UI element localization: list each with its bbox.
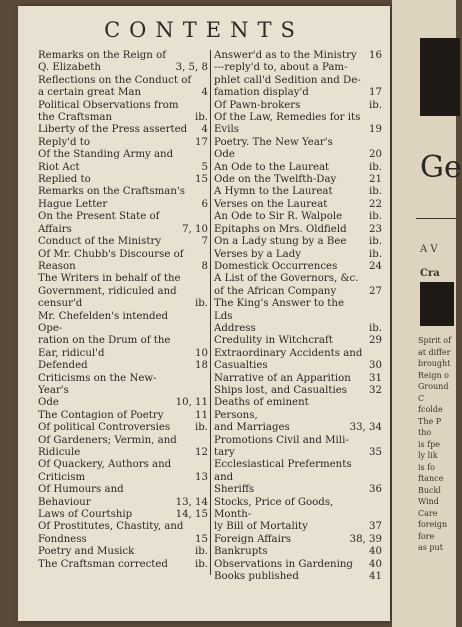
rule: [416, 218, 456, 219]
entry-title: Books published: [214, 571, 299, 583]
contents-entry: [214, 273, 382, 298]
entry-title: Laws of Courtship: [38, 509, 133, 521]
contents-entry: [214, 534, 382, 546]
entry-page: 24: [369, 260, 382, 272]
entry-page: 30: [369, 360, 382, 372]
entry-page: 18: [195, 360, 208, 372]
contents-entry: [214, 100, 382, 112]
entry-title: Epitaphs on Mrs. Oldfield: [214, 223, 347, 235]
entry-title: Ecclesiastical Preferments and Sheriffs: [214, 459, 352, 496]
entry-title: Of Prostitutes, Chastity, and Fondness: [38, 521, 184, 545]
adjacent-text-line: The P: [418, 416, 442, 426]
adjacent-text-line: Wind: [418, 497, 439, 506]
entry-title: Of political Controversies: [38, 422, 171, 434]
contents-entry: [214, 546, 382, 558]
contents-entry: [38, 211, 208, 236]
adjacent-text-line: Ground: [418, 382, 449, 391]
entry-title: On a Lady stung by a Bee: [214, 236, 347, 248]
entry-page: ib.: [368, 99, 382, 111]
entry-page: 29: [369, 335, 382, 347]
entry-title: Of Quackery, Authors and Criticism: [38, 459, 172, 483]
entry-page: 36: [369, 484, 382, 496]
entry-page: 10: [195, 347, 208, 359]
adjacent-text-line: foreign: [418, 520, 448, 529]
entry-title: Conduct of the Ministry: [38, 236, 162, 248]
entry-page: 7: [201, 236, 208, 248]
adjacent-title: Ge: [420, 150, 462, 185]
contents-entry: [38, 236, 208, 248]
adjacent-text-line: Spirit of: [418, 336, 452, 345]
entry-title: The Craftsman corrected: [38, 558, 168, 570]
contents-entry: [214, 435, 382, 460]
entry-title: Reflections on the Conduct of a certain great Man: [38, 74, 192, 99]
entry-title: Criticisms on the New-Year's Ode: [38, 372, 157, 409]
adjacent-text-line: fcolde: [418, 405, 443, 414]
entry-page: 31: [369, 372, 382, 384]
contents-entry: [38, 50, 208, 75]
contents-entry: [38, 149, 208, 174]
entry-page: 11: [195, 409, 208, 421]
contents-entry: [214, 373, 382, 385]
entry-page: 33, 34: [349, 422, 382, 434]
entry-page: 38, 39: [349, 533, 382, 545]
contents-entry: [38, 435, 208, 460]
entry-title: Credulity in Witchcraft: [214, 335, 333, 347]
entry-title: A Hymn to the Laureat: [214, 186, 333, 198]
entry-title: Bankrupts: [214, 546, 268, 558]
entry-title: Narrative of an Apparition: [214, 372, 351, 384]
contents-entry: [214, 62, 382, 99]
entry-page: 14, 15: [175, 509, 208, 521]
contents-entry: [214, 385, 382, 397]
entry-title: Of Humours and Behaviour: [38, 484, 124, 508]
entry-title: Remarks on the Craftsman's Hague Letter: [38, 186, 185, 210]
entry-title: Of Mr. Chubb's Discourse of Reason: [38, 248, 184, 272]
entry-page: ib.: [194, 422, 208, 434]
contents-entry: [38, 509, 208, 521]
contents-entry: [38, 559, 208, 571]
column-divider: [210, 50, 211, 575]
entry-page: 12: [195, 447, 208, 458]
entry-page: 21: [369, 174, 382, 186]
entry-title: Deaths of eminent Persons, and Marriages: [214, 397, 309, 434]
entry-title: Domestick Occurrences: [214, 260, 338, 272]
adjacent-text-line: Care: [418, 508, 438, 518]
entry-title: Ode on the Twelfth-Day: [214, 174, 337, 186]
adjacent-text-line: ly lik: [418, 451, 438, 460]
contents-entry: [214, 174, 382, 186]
entry-page: 41: [369, 571, 382, 583]
entry-page: 27: [369, 285, 382, 297]
contents-entry: [214, 459, 382, 496]
adjacent-page: [392, 0, 462, 627]
contents-entry: [38, 100, 208, 125]
entry-page: ib.: [368, 211, 382, 223]
contents-entry: [38, 521, 208, 546]
contents-entry: [38, 186, 208, 211]
adjacent-line-2: Cra: [420, 268, 440, 279]
entry-title: On the Present State of Affairs: [38, 211, 160, 235]
contents-entry: [214, 261, 382, 273]
drop-cap-ornament: [420, 282, 454, 326]
entry-title: Replied to: [38, 174, 91, 186]
entry-page: 3, 5, 8: [175, 62, 208, 74]
adjacent-text-line: ftance: [418, 474, 444, 483]
contents-entry: [214, 335, 382, 347]
entry-page: 40: [369, 546, 382, 558]
contents-entry: [214, 571, 382, 583]
entry-page: 6: [201, 198, 208, 210]
entry-title: Answer'd as to the Ministry: [214, 50, 357, 61]
entry-title: Of Pawn-brokers: [214, 99, 301, 111]
entry-title: Stocks, Price of Goods, Month- ly Bill of Mortality: [214, 496, 334, 533]
entry-title: The Contagion of Poetry: [38, 409, 164, 421]
adjacent-text-line: tho: [418, 428, 432, 437]
contents-entry: [38, 546, 208, 558]
entry-page: ib.: [194, 558, 208, 570]
entry-title: A List of the Governors, &c. of the African Company: [214, 273, 359, 297]
adjacent-line-1: A V: [420, 244, 438, 255]
contents-entry: [214, 224, 382, 236]
entry-title: Reply'd to: [38, 136, 91, 148]
adjacent-text-line: at differ: [418, 347, 451, 357]
contents-entry: [214, 236, 382, 248]
entry-page: 22: [369, 198, 382, 210]
entry-page: 15: [195, 533, 208, 545]
contents-entry: [38, 373, 208, 410]
entry-title: Liberty of the Press asserted: [38, 124, 188, 136]
contents-page: [18, 6, 390, 621]
adjacent-text-line: is fo: [418, 462, 435, 472]
right-column: [214, 50, 382, 583]
entry-title: Verses on the Laureat: [214, 198, 328, 210]
adjacent-text-line: Buckl: [418, 485, 441, 495]
entry-page: 17: [369, 87, 382, 99]
entry-title: The Writers in behalf of the Government, ridiculed and censur'd: [38, 273, 181, 310]
contents-entry: [214, 559, 382, 571]
contents-entry: [38, 273, 208, 310]
entry-page: 8: [201, 260, 208, 272]
contents-entry: [38, 410, 208, 422]
entry-title: Extraordinary Accidents and Casualties: [214, 347, 363, 372]
entry-page: ib.: [368, 161, 382, 173]
masthead-ornament: [420, 38, 460, 116]
entry-page: 35: [369, 447, 382, 458]
entry-page: ib.: [368, 248, 382, 260]
adjacent-text-line: as put: [418, 543, 443, 552]
contents-entry: [38, 249, 208, 274]
entry-page: 5: [201, 161, 208, 173]
adjacent-paragraph: [418, 335, 454, 554]
entry-title: Verses by a Lady: [214, 248, 301, 260]
entry-page: ib.: [194, 298, 208, 310]
contents-entry: [214, 298, 382, 335]
entry-page: 16: [369, 50, 382, 61]
left-column: [38, 50, 208, 571]
contents-entry: [214, 249, 382, 261]
entry-page: ib.: [194, 112, 208, 124]
adjacent-text-line: Reign o: [418, 370, 449, 380]
entry-title: Of Gardeners; Vermin, and Ridicule: [38, 434, 177, 458]
entry-title: Foreign Affairs: [214, 533, 291, 545]
entry-title: Of the Law, Remedies for its Evils: [214, 112, 361, 136]
contents-entry: [38, 484, 208, 509]
contents-entry: [214, 211, 382, 223]
contents-entry: [214, 186, 382, 198]
entry-page: 7, 10: [182, 223, 208, 235]
page-title: CONTENTS: [104, 18, 304, 42]
entry-page: 23: [369, 223, 382, 235]
entry-title: ---reply'd to, about a Pam- phlet call'd Sedition and De- famation display'd: [214, 62, 361, 99]
contents-entry: [214, 497, 382, 534]
entry-page: 19: [369, 124, 382, 136]
entry-title: Remarks on the Reign of Q. Elizabeth: [38, 50, 166, 74]
contents-entry: [38, 360, 208, 372]
entry-title: Ships lost, and Casualties: [214, 384, 347, 396]
entry-page: 17: [195, 136, 208, 148]
entry-page: 4: [201, 87, 208, 99]
entry-page: 20: [369, 149, 382, 161]
contents-entry: [38, 75, 208, 100]
entry-title: Defended: [38, 360, 88, 372]
entry-page: 32: [369, 384, 382, 396]
entry-title: Poetry and Musick: [38, 546, 135, 558]
contents-entry: [38, 124, 208, 136]
contents-entry: [214, 162, 382, 174]
entry-title: Mr. Chefelden's intended Ope- ration on the Drum of the Ear, ridicul'd: [38, 310, 171, 359]
entry-page: 13, 14: [175, 496, 208, 508]
entry-title: An Ode to the Laureat: [214, 161, 330, 173]
adjacent-text-line: is fpe: [418, 439, 441, 449]
contents-entry: [38, 459, 208, 484]
entry-page: 15: [195, 174, 208, 186]
entry-title: Political Observations from the Craftsman: [38, 99, 179, 124]
entry-page: ib.: [194, 546, 208, 558]
entry-title: The King's Answer to the Lds Address: [214, 298, 344, 334]
contents-entry: [214, 50, 382, 62]
entry-title: Poetry. The New Year's Ode: [214, 136, 333, 161]
entry-page: ib.: [368, 322, 382, 334]
entry-title: Promotions Civil and Mili- tary: [214, 434, 349, 458]
contents-entry: [38, 137, 208, 149]
adjacent-text-line: C: [418, 393, 425, 403]
entry-page: 13: [195, 471, 208, 483]
contents-entry: [214, 112, 382, 137]
entry-page: 4: [201, 124, 208, 136]
entry-page: 40: [369, 558, 382, 570]
contents-entry: [214, 199, 382, 211]
adjacent-text-line: fore: [418, 531, 435, 541]
contents-entry: [38, 174, 208, 186]
adjacent-text-line: brought: [418, 359, 451, 368]
contents-entry: [214, 348, 382, 373]
contents-entry: [38, 311, 208, 361]
entry-title: An Ode to Sir R. Walpole: [214, 211, 343, 223]
contents-entry: [38, 422, 208, 434]
entry-page: ib.: [368, 236, 382, 248]
contents-entry: [214, 397, 382, 434]
entry-title: Of the Standing Army and Riot Act: [38, 149, 174, 173]
entry-page: 37: [369, 521, 382, 533]
entry-page: ib.: [368, 186, 382, 198]
entry-title: Observations in Gardening: [214, 558, 353, 570]
contents-entry: [214, 137, 382, 162]
entry-page: 10, 11: [175, 397, 208, 409]
